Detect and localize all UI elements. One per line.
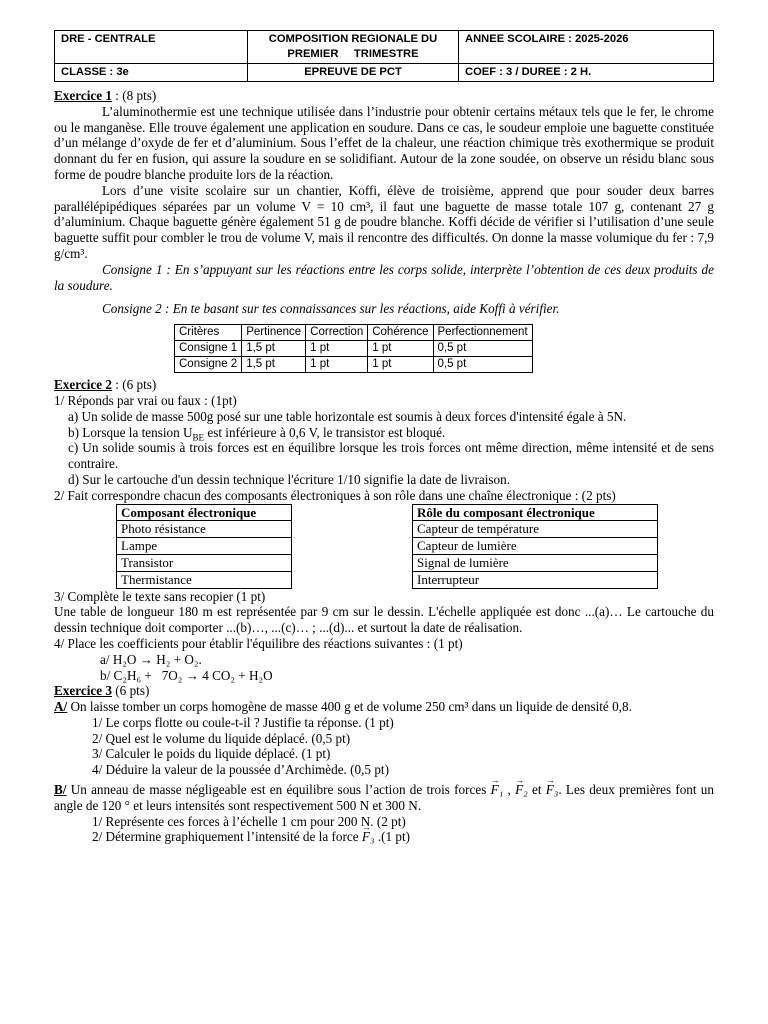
ex2-q3: 3/ Complète le texte sans recopier (1 pt) xyxy=(54,588,266,604)
ex2-q1b-sub: BE xyxy=(192,432,205,443)
component-item: Transistor xyxy=(117,554,292,571)
ex3-b-q1: 1/ Représente ces forces à l’échelle 1 cm pour 200 N. (2 pt) xyxy=(92,813,406,829)
roles-table xyxy=(412,504,658,589)
ex3-b-q2 xyxy=(54,829,714,845)
component-item: Photo résistance xyxy=(117,521,292,538)
grading-cell: 1 pt xyxy=(368,357,433,373)
ex1-paragraph-1: L’aluminothermie est une technique utilisée dans l’industrie pour obtenir certains métaux tels que le fer, le chrome ou le manganèse. Elle trouve également une application en soudure. Dans ce cas, le soudeur emploie une baguette constituée d’un mélange d’oxyde de fer et d’aluminium. Sous l’effet de la chaleur, une réaction chimique très exothermique se produit donnant du fer en fusion, qui assure la soudure en se solidifiant. Autour de la zone soudée, on observe un résidu blanc sous forme de poudre blanche produite lors de la réaction. xyxy=(54,103,714,182)
force-f3-ref: → F₃ xyxy=(362,829,375,844)
components-header: Composant électronique xyxy=(117,504,292,521)
ex1-points: : (8 pts) xyxy=(111,88,157,103)
ex2-q1c: c) Un solide soumis à trois forces est en équilibre lorsque les trois forces ont même direction, même intensité et de sens contraire. xyxy=(68,440,714,472)
ex2-q1b-pre: b) Lorsque la tension U xyxy=(68,424,193,440)
ex3-title: Exercice 3 xyxy=(54,683,112,699)
ex1-heading xyxy=(54,88,714,104)
header-title-line1: COMPOSITION REGIONALE DU xyxy=(268,33,438,45)
ex1-consigne-1: Consigne 1 : En s’appuyant sur les réactions entre les corps solide, interprète l’obtention de ces deux produits de la soudure. xyxy=(54,261,714,293)
ex3-b-q2-pre: 2/ Détermine graphiquement l’intensité de la force xyxy=(92,829,362,845)
grading-header-cell: Critères xyxy=(175,325,242,341)
ex1-paragraph-2: Lors d’une visite scolaire sur un chantier, Koffi, élève de troisième, apprend que pour souder deux barres parallélépipédiques séparées par un volume V = 10 cm³, il faut une baguette de masse totale 107 g, contenant 27 g d’aluminium. Chaque baguette génère également 51 g de poudre blanche. Koffi décide de vérifier si l’utilisation d’une seule baguette suffit pour combler le trou de volume V, mais il rencontre des difficultés. On donne la masse volumique du fer : 7,9 g/cm³. xyxy=(54,182,714,261)
ex3-part-a xyxy=(54,699,714,715)
grading-cell: 1,5 pt xyxy=(242,357,306,373)
ex2-equation-b: b/ C₂H₆ + 7O₂ → 4 CO₂ + H₂O xyxy=(100,667,273,683)
header-title xyxy=(248,31,459,64)
ex3-b-label: B/ xyxy=(54,782,67,798)
grading-header-cell: Pertinence xyxy=(242,325,306,341)
grading-cell: 1,5 pt xyxy=(242,341,306,357)
ex3-a-text: On laisse tomber un corps homogène de masse 400 g et de volume 250 cm³ dans un liquide de densité 0,8. xyxy=(67,699,632,715)
ex3-b-text1: Un anneau de masse négligeable est en équilibre sous l’action de trois forces xyxy=(66,782,491,798)
ex3-heading xyxy=(54,683,714,699)
header-table xyxy=(54,30,714,82)
ex3-b-q2-post: .(1 pt) xyxy=(374,829,411,845)
roles-header: Rôle du composant électronique xyxy=(413,504,658,521)
role-item: Capteur de température xyxy=(413,521,658,538)
ex2-q1: 1/ Réponds par vrai ou faux : (1pt) xyxy=(54,392,237,408)
header-coef: COEF : 3 / DUREE : 2 H. xyxy=(459,64,714,82)
ex1-title: Exercice 1 xyxy=(54,88,112,103)
grading-cell: 1 pt xyxy=(306,357,368,373)
ex3-points: (6 pts) xyxy=(111,683,150,699)
header-dre: DRE - CENTRALE xyxy=(55,31,248,64)
ex2-title: Exercice 2 xyxy=(54,377,112,393)
grading-table xyxy=(174,324,533,373)
grading-header-cell: Perfectionnement xyxy=(433,325,532,341)
force-f1: → F₁ xyxy=(491,782,504,797)
ex2-q4: 4/ Place les coefficients pour établir l'équilibre des réactions suivantes : (1 pt) xyxy=(54,635,463,651)
header-classe: CLASSE : 3e xyxy=(55,64,248,82)
ex2-q2: 2/ Fait correspondre chacun des composants électroniques à son rôle dans une chaîne électronique : (2 pts) xyxy=(54,487,616,503)
ex2-equation-a: a/ H₂O → H₂ + O₂. xyxy=(100,651,202,667)
component-item: Lampe xyxy=(117,538,292,555)
ex2-heading xyxy=(54,377,714,393)
grading-header-cell: Correction xyxy=(306,325,368,341)
role-item: Capteur de lumière xyxy=(413,538,658,555)
force-f2: → F₂ xyxy=(515,782,528,797)
grading-cell: Consigne 2 xyxy=(175,357,242,373)
ex3-a-q1: 1/ Le corps flotte ou coule-t-il ? Justifie ta réponse. (1 pt) xyxy=(92,714,394,730)
ex3-part-b: B/ Un anneau de masse négligeable est en équilibre sous l’action de trois forces → F₁ , → F₂ et → F₃. Les deux premières font un angle de 120 ° et leurs intensités sont respectivement 500 N et 300 N. xyxy=(54,782,714,814)
ex2-q1b xyxy=(54,425,714,441)
force-f3: → F₃ xyxy=(546,782,559,797)
grading-cell: 0,5 pt xyxy=(433,357,532,373)
grading-cell: 1 pt xyxy=(368,341,433,357)
grading-cell: 0,5 pt xyxy=(433,341,532,357)
grading-cell: Consigne 1 xyxy=(175,341,242,357)
grading-cell: 1 pt xyxy=(306,341,368,357)
header-annee: ANNEE SCOLAIRE : 2025-2026 xyxy=(459,31,714,64)
ex3-b-text2: . Les deux premières font un angle de 120 ° et leurs intensités sont respectivement 500 N et 300 N. xyxy=(54,782,714,813)
matching-tables xyxy=(116,504,714,589)
ex2-q1b-post: est inférieure à 0,6 V, le transistor est bloqué. xyxy=(204,424,446,440)
table-row xyxy=(175,341,533,357)
ex1-consigne-2: Consigne 2 : En te basant sur tes connaissances sur les réactions, aide Koffi à vérifier. xyxy=(102,301,560,317)
ex3-a-q2: 2/ Quel est le volume du liquide déplacé. (0,5 pt) xyxy=(92,730,351,746)
role-item: Interrupteur xyxy=(413,571,658,588)
ex3-a-label: A/ xyxy=(54,699,68,715)
role-item: Signal de lumière xyxy=(413,554,658,571)
header-title-line2: PREMIER TRIMESTRE xyxy=(287,48,419,60)
exam-page xyxy=(54,30,714,845)
ex3-a-q4: 4/ Déduire la valeur de la poussée d’Archimède. (0,5 pt) xyxy=(92,762,389,778)
ex2-q1d: d) Sur le cartouche d'un dessin technique l'écriture 1/10 signifie la date de livraison. xyxy=(68,471,511,487)
grading-header-cell: Cohérence xyxy=(368,325,433,341)
ex2-q1a: a) Un solide de masse 500g posé sur une table horizontale est soumis à deux forces d'intensité égale à 5N. xyxy=(68,408,627,424)
ex2-q3-text: Une table de longueur 180 m est représentée par 9 cm sur le dessin. L'échelle appliquée est donc ...(a)… Le cartouche du dessin technique doit comporter ...(b)…, ...(c)… ; ...(d)... et surtout la date de réalisation. xyxy=(54,604,714,636)
components-table xyxy=(116,504,292,589)
header-epreuve: EPREUVE DE PCT xyxy=(248,64,459,82)
table-row xyxy=(175,357,533,373)
ex3-a-q3: 3/ Calculer le poids du liquide déplacé. (1 pt) xyxy=(92,746,331,762)
grading-header-row xyxy=(175,325,533,341)
ex2-points: : (6 pts) xyxy=(111,377,157,393)
component-item: Thermistance xyxy=(117,571,292,588)
exam-body xyxy=(54,88,714,845)
ex3-b-and: et xyxy=(527,782,546,798)
